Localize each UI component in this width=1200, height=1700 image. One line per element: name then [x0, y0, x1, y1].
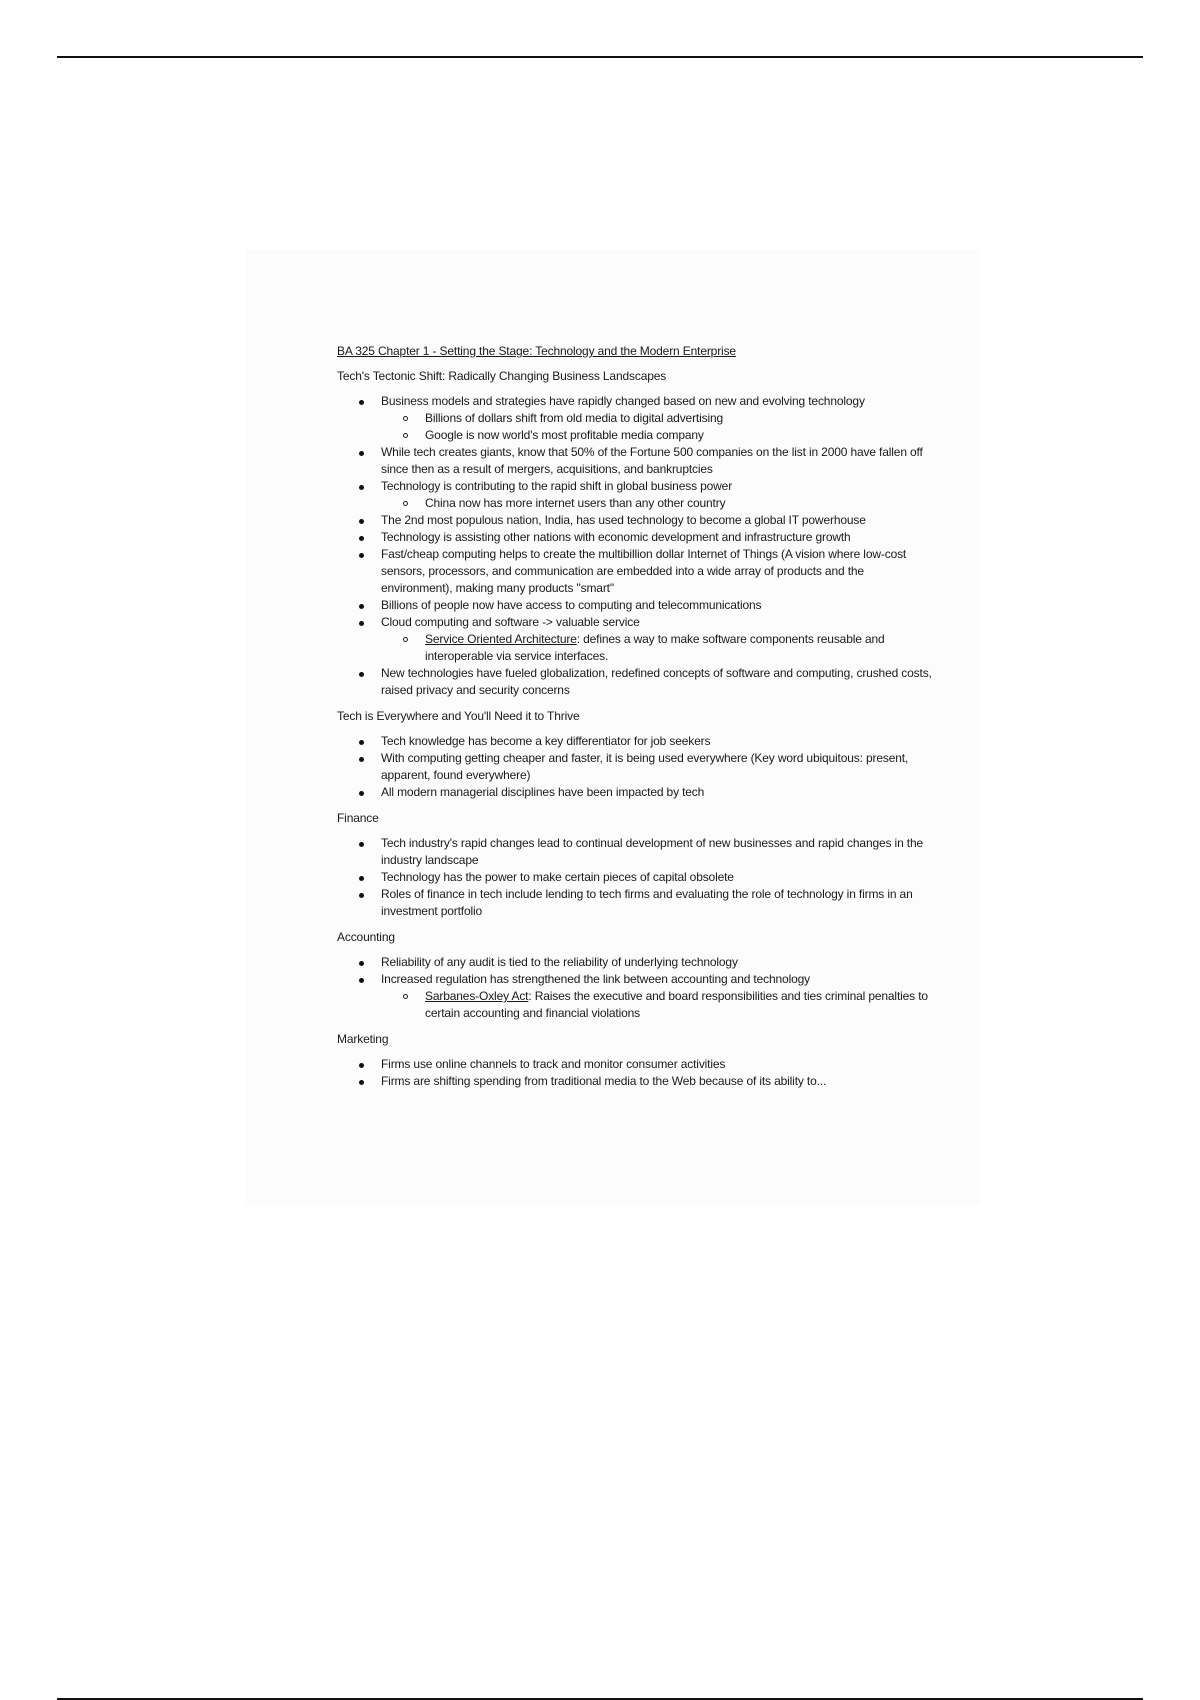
list-item-text: With computing getting cheaper and faster, it is being used everywhere (Key word ubiquitous: present, apparent, found everywhere)	[381, 751, 909, 782]
hollow-bullet-icon	[403, 501, 408, 506]
sub-list	[381, 631, 937, 665]
list-item	[337, 393, 937, 444]
list-item-text: The 2nd most populous nation, India, has used technology to become a global IT powerhouse	[381, 513, 866, 527]
bullet-icon	[359, 451, 364, 456]
sub-list-item	[381, 988, 937, 1022]
list-item	[337, 971, 937, 1022]
marketing-list	[337, 1056, 937, 1090]
sub-list-item-text: Google is now world's most profitable media company	[425, 428, 704, 442]
list-item	[337, 1073, 937, 1090]
document-title: BA 325 Chapter 1 - Setting the Stage: Technology and the Modern Enterprise	[337, 344, 736, 358]
list-item	[337, 614, 937, 665]
hollow-bullet-icon	[403, 433, 408, 438]
list-item-text: Billions of people now have access to computing and telecommunications	[381, 598, 762, 612]
bullet-icon	[359, 740, 364, 745]
hollow-bullet-icon	[403, 994, 408, 999]
list-item	[337, 597, 937, 614]
sub-list-item	[381, 410, 937, 427]
hollow-bullet-icon	[403, 416, 408, 421]
list-item	[337, 733, 937, 750]
list-item	[337, 750, 937, 784]
list-item-text: Firms use online channels to track and monitor consumer activities	[381, 1057, 726, 1071]
bullet-icon	[359, 553, 364, 558]
list-item-text: All modern managerial disciplines have been impacted by tech	[381, 785, 705, 799]
list-item-text: Business models and strategies have rapidly changed based on new and evolving technology	[381, 394, 865, 408]
list-item	[337, 546, 937, 597]
list-item-text: Technology is assisting other nations with economic development and infrastructure growth	[381, 530, 851, 544]
accounting-list	[337, 954, 937, 1022]
list-item	[337, 954, 937, 971]
sub-list	[381, 988, 937, 1022]
top-divider	[57, 56, 1143, 58]
section-heading-tech-everywhere: Tech is Everywhere and You'll Need it to Thrive	[337, 709, 580, 723]
bullet-icon	[359, 672, 364, 677]
sub-list-item	[381, 495, 937, 512]
list-item-text: Reliability of any audit is tied to the reliability of underlying technology	[381, 955, 738, 969]
sub-list-item	[381, 427, 937, 444]
bullet-icon	[359, 978, 364, 983]
list-item	[337, 444, 937, 478]
bullet-icon	[359, 519, 364, 524]
list-item	[337, 784, 937, 801]
hollow-bullet-icon	[403, 637, 408, 642]
sub-list	[381, 410, 937, 444]
bullet-icon	[359, 876, 364, 881]
defined-term: Service Oriented Architecture	[425, 632, 577, 646]
bullet-icon	[359, 842, 364, 847]
list-item	[337, 1056, 937, 1073]
list-item-text: Firms are shifting spending from traditional media to the Web because of its ability to...	[381, 1074, 827, 1088]
bullet-icon	[359, 961, 364, 966]
finance-list	[337, 835, 937, 920]
list-item	[337, 512, 937, 529]
tectonic-shift-list	[337, 393, 937, 699]
bullet-icon	[359, 791, 364, 796]
bullet-icon	[359, 1080, 364, 1085]
bullet-icon	[359, 893, 364, 898]
bullet-icon	[359, 1063, 364, 1068]
definition-text: : defines a way to make software components reusable and interoperable via service interfaces.	[425, 632, 885, 663]
list-item-text: While tech creates giants, know that 50% of the Fortune 500 companies on the list in 2000 have fallen off since then as a result of mergers, acquisitions, and bankruptcies	[381, 445, 923, 476]
list-item-text: Roles of finance in tech include lending to tech firms and evaluating the role of technology in firms in an investment portfolio	[381, 887, 913, 918]
section-heading-marketing: Marketing	[337, 1032, 389, 1046]
list-item-text: Cloud computing and software -> valuable service	[381, 615, 640, 629]
list-item-text: Fast/cheap computing helps to create the multibillion dollar Internet of Things (A vision where low-cost sensors, processors, and communication are embedded into a wide array of products and the environment), making many products "smart"	[381, 547, 907, 595]
list-item	[337, 886, 937, 920]
sub-list	[381, 495, 937, 512]
bullet-icon	[359, 536, 364, 541]
list-item-text: Technology is contributing to the rapid shift in global business power	[381, 479, 733, 493]
list-item-text: Technology has the power to make certain pieces of capital obsolete	[381, 870, 734, 884]
bullet-icon	[359, 621, 364, 626]
bullet-icon	[359, 757, 364, 762]
bullet-icon	[359, 485, 364, 490]
list-item	[337, 478, 937, 512]
sub-list-item	[381, 631, 937, 665]
list-item	[337, 529, 937, 546]
section-heading-tectonic-shift: Tech's Tectonic Shift: Radically Changing Business Landscapes	[337, 369, 667, 383]
definition-text: : Raises the executive and board responsibilities and ties criminal penalties to certain accounting and financial violations	[425, 989, 928, 1020]
sub-list-item-text: China now has more internet users than any other country	[425, 496, 726, 510]
bullet-icon	[359, 604, 364, 609]
sub-list-item-text: Billions of dollars shift from old media to digital advertising	[425, 411, 724, 425]
list-item-text: Increased regulation has strengthened the link between accounting and technology	[381, 972, 810, 986]
list-item-text: Tech knowledge has become a key differentiator for job seekers	[381, 734, 711, 748]
defined-term: Sarbanes-Oxley Act	[425, 989, 529, 1003]
section-heading-accounting: Accounting	[337, 930, 395, 944]
list-item	[337, 835, 937, 869]
tech-everywhere-list	[337, 733, 937, 801]
bullet-icon	[359, 400, 364, 405]
section-heading-finance: Finance	[337, 811, 379, 825]
document-body	[337, 343, 937, 1099]
list-item-text: New technologies have fueled globalization, redefined concepts of software and computing, crushed costs, raised privacy and security concerns	[381, 666, 932, 697]
list-item	[337, 869, 937, 886]
list-item	[337, 665, 937, 699]
list-item-text: Tech industry's rapid changes lead to continual development of new businesses and rapid changes in the industry landscape	[381, 836, 924, 867]
